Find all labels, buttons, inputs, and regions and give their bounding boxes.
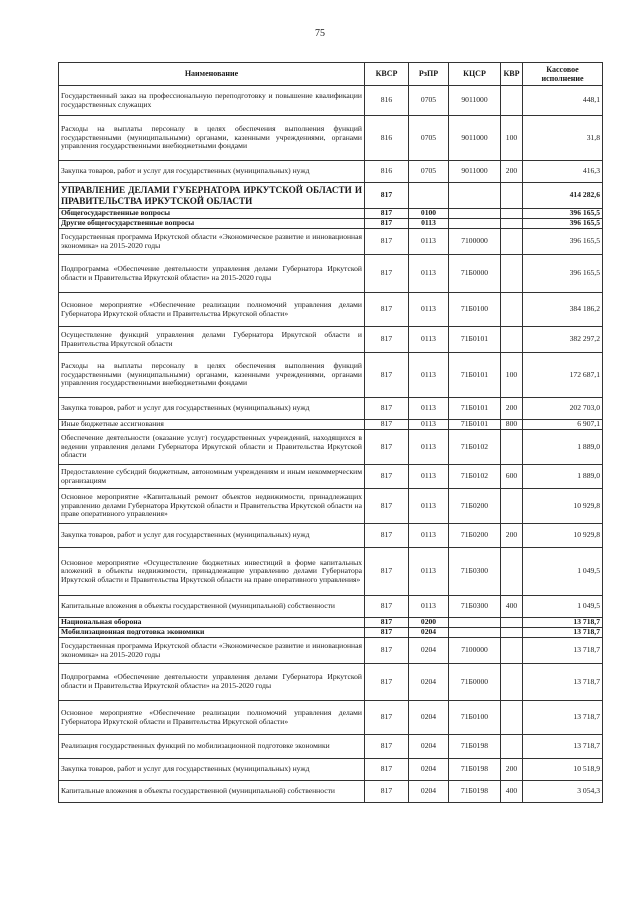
- cell-name: Расходы на выплаты персоналу в целях обеспечения выполнения функций государственными (муниципальными) органами, казенными учреждениями, органами управления государственными внебюджетными фондами: [59, 353, 365, 398]
- cell-kvsr: 817: [365, 548, 409, 596]
- cell-name: Государственный заказ на профессиональную переподготовку и повышение квалификации государственных служащих: [59, 86, 365, 116]
- cell-kvsr: 817: [365, 327, 409, 353]
- table-row: [59, 86, 603, 116]
- cell-kvr: [501, 255, 523, 293]
- cell-amount: 13 718,7: [523, 638, 603, 664]
- cell-kcsr: [449, 183, 501, 209]
- table-row: [59, 430, 603, 465]
- cell-kcsr: 71Б0100: [449, 293, 501, 327]
- cell-rzpr: 0705: [409, 116, 449, 161]
- cell-kvsr: 817: [365, 618, 409, 628]
- cell-kvsr: 817: [365, 255, 409, 293]
- cell-amount: 172 687,1: [523, 353, 603, 398]
- cell-name: Государственная программа Иркутской области «Экономическое развитие и инновационная экономика» на 2015-2020 годы: [59, 638, 365, 664]
- table-row: [59, 293, 603, 327]
- table-row: [59, 735, 603, 759]
- cell-kvr: [501, 638, 523, 664]
- cell-kvr: [501, 229, 523, 255]
- cell-kvr: [501, 327, 523, 353]
- cell-kvsr: 817: [365, 430, 409, 465]
- cell-name: Основное мероприятие «Осуществление бюджетных инвестиций в форме капитальных вложений в объекты недвижимости, принадлежащие управлению делами Губернатора Иркутской области и Правительства Иркутской области на праве оперативного управления»: [59, 548, 365, 596]
- budget-execution-table: [58, 62, 603, 803]
- cell-kvr: 100: [501, 116, 523, 161]
- cell-kvsr: 817: [365, 664, 409, 701]
- cell-amount: 202 703,0: [523, 398, 603, 420]
- cell-kcsr: 71Б0102: [449, 430, 501, 465]
- cell-name: Подпрограмма «Обеспечение деятельности управления делами Губернатора Иркутской области и Правительства Иркутской области» на 2015-2020 годы: [59, 664, 365, 701]
- cell-kvr: 400: [501, 781, 523, 803]
- cell-amount: 1 049,5: [523, 596, 603, 618]
- cell-kvr: [501, 430, 523, 465]
- table-row: [59, 420, 603, 430]
- cell-name: Закупка товаров, работ и услуг для государственных (муниципальных) нужд: [59, 161, 365, 183]
- table-row: [59, 781, 603, 803]
- cell-amount: 396 165,5: [523, 255, 603, 293]
- cell-kcsr: 71Б0100: [449, 701, 501, 735]
- cell-kvsr: 817: [365, 489, 409, 524]
- cell-kcsr: 71Б0200: [449, 524, 501, 548]
- cell-kvr: [501, 701, 523, 735]
- cell-kvsr: 817: [365, 759, 409, 781]
- cell-kvsr: 817: [365, 398, 409, 420]
- cell-rzpr: 0113: [409, 596, 449, 618]
- cell-kvsr: 817: [365, 781, 409, 803]
- cell-kvsr: 817: [365, 701, 409, 735]
- cell-rzpr: 0204: [409, 664, 449, 701]
- cell-amount: 13 718,7: [523, 735, 603, 759]
- cell-amount: 396 165,5: [523, 229, 603, 255]
- cell-kvr: [501, 209, 523, 219]
- cell-amount: 13 718,7: [523, 701, 603, 735]
- cell-name: Закупка товаров, работ и услуг для государственных (муниципальных) нужд: [59, 398, 365, 420]
- table-row: [59, 398, 603, 420]
- cell-kvsr: 817: [365, 293, 409, 327]
- cell-kvr: [501, 489, 523, 524]
- cell-amount: 13 718,7: [523, 618, 603, 628]
- cell-name: Мобилизационная подготовка экономики: [59, 628, 365, 638]
- cell-kvsr: 817: [365, 465, 409, 489]
- cell-name: Основное мероприятие «Обеспечение реализации полномочий управления делами Губернатора Иркутской области и Правительства Иркутской области»: [59, 701, 365, 735]
- header-rzpr: РзПР: [409, 63, 449, 86]
- cell-kcsr: 7100000: [449, 638, 501, 664]
- cell-kvr: 200: [501, 398, 523, 420]
- table-row: [59, 353, 603, 398]
- cell-kcsr: 9011000: [449, 86, 501, 116]
- cell-name: Общегосударственные вопросы: [59, 209, 365, 219]
- cell-kvsr: 817: [365, 524, 409, 548]
- cell-kcsr: 71Б0101: [449, 353, 501, 398]
- cell-kvr: 400: [501, 596, 523, 618]
- cell-kvsr: 817: [365, 353, 409, 398]
- cell-kvsr: 817: [365, 219, 409, 229]
- cell-amount: 13 718,7: [523, 664, 603, 701]
- cell-rzpr: 0705: [409, 161, 449, 183]
- cell-amount: 10 929,8: [523, 489, 603, 524]
- cell-amount: 384 186,2: [523, 293, 603, 327]
- cell-name: Основное мероприятие «Капитальный ремонт объектов недвижимости, принадлежащих управлению делами Губернатора Иркутской области и Правительства Иркутской области на праве оперативного управления»: [59, 489, 365, 524]
- cell-rzpr: 0113: [409, 489, 449, 524]
- cell-kcsr: 71Б0200: [449, 489, 501, 524]
- header-kvr: КВР: [501, 63, 523, 86]
- cell-amount: 414 282,6: [523, 183, 603, 209]
- cell-name: Иные бюджетные ассигнования: [59, 420, 365, 430]
- header-amount: Кассовое исполнение: [523, 63, 603, 86]
- cell-amount: 1 889,0: [523, 465, 603, 489]
- cell-rzpr: 0705: [409, 86, 449, 116]
- cell-kcsr: 71Б0101: [449, 398, 501, 420]
- cell-rzpr: 0113: [409, 420, 449, 430]
- cell-rzpr: 0113: [409, 398, 449, 420]
- cell-kcsr: 71Б0198: [449, 759, 501, 781]
- cell-kcsr: 71Б0102: [449, 465, 501, 489]
- cell-name: Капитальные вложения в объекты государственной (муниципальной) собственности: [59, 781, 365, 803]
- table-row: [59, 161, 603, 183]
- cell-name: Основное мероприятие «Обеспечение реализации полномочий управления делами Губернатора Иркутской области и Правительства Иркутской области»: [59, 293, 365, 327]
- table-row: [59, 229, 603, 255]
- cell-amount: 31,8: [523, 116, 603, 161]
- cell-rzpr: [409, 183, 449, 209]
- table-row: [59, 116, 603, 161]
- table-row: [59, 664, 603, 701]
- table-row: [59, 618, 603, 628]
- cell-rzpr: 0204: [409, 628, 449, 638]
- cell-kcsr: 71Б0198: [449, 781, 501, 803]
- cell-amount: 10 929,8: [523, 524, 603, 548]
- cell-kvr: [501, 86, 523, 116]
- cell-name: Капитальные вложения в объекты государственной (муниципальной) собственности: [59, 596, 365, 618]
- cell-amount: 10 518,9: [523, 759, 603, 781]
- cell-name: Государственная программа Иркутской области «Экономическое развитие и инновационная экономика» на 2015-2020 годы: [59, 229, 365, 255]
- cell-kvsr: 817: [365, 638, 409, 664]
- cell-rzpr: 0204: [409, 701, 449, 735]
- page-number: 75: [315, 28, 325, 39]
- cell-kvsr: 817: [365, 420, 409, 430]
- cell-kvsr: 817: [365, 735, 409, 759]
- cell-rzpr: 0113: [409, 327, 449, 353]
- cell-kvr: 600: [501, 465, 523, 489]
- cell-rzpr: 0204: [409, 638, 449, 664]
- cell-rzpr: 0200: [409, 618, 449, 628]
- cell-rzpr: 0113: [409, 465, 449, 489]
- cell-rzpr: 0113: [409, 353, 449, 398]
- cell-kvr: 100: [501, 353, 523, 398]
- cell-kvr: [501, 628, 523, 638]
- cell-kvsr: 817: [365, 628, 409, 638]
- cell-name: Осуществление функций управления делами Губернатора Иркутской области и Правительства Иркутской области: [59, 327, 365, 353]
- cell-amount: 6 907,1: [523, 420, 603, 430]
- cell-kcsr: 71Б0000: [449, 664, 501, 701]
- cell-name: Закупка товаров, работ и услуг для государственных (муниципальных) нужд: [59, 759, 365, 781]
- cell-rzpr: 0100: [409, 209, 449, 219]
- cell-kvr: [501, 548, 523, 596]
- cell-kvr: [501, 664, 523, 701]
- cell-amount: 1 049,5: [523, 548, 603, 596]
- table-row: [59, 489, 603, 524]
- cell-kvr: [501, 618, 523, 628]
- header-kcsr: КЦСР: [449, 63, 501, 86]
- cell-kvr: [501, 183, 523, 209]
- cell-amount: 416,3: [523, 161, 603, 183]
- cell-kvsr: 816: [365, 116, 409, 161]
- cell-rzpr: 0113: [409, 524, 449, 548]
- table-row: [59, 759, 603, 781]
- cell-kcsr: 71Б0300: [449, 596, 501, 618]
- cell-name: Национальная оборона: [59, 618, 365, 628]
- cell-kvr: 800: [501, 420, 523, 430]
- cell-kvr: 200: [501, 161, 523, 183]
- cell-kcsr: 9011000: [449, 161, 501, 183]
- cell-rzpr: 0204: [409, 759, 449, 781]
- cell-kcsr: [449, 209, 501, 219]
- cell-kvsr: 817: [365, 229, 409, 255]
- cell-rzpr: 0204: [409, 781, 449, 803]
- cell-kvsr: 817: [365, 209, 409, 219]
- cell-name: Другие общегосударственные вопросы: [59, 219, 365, 229]
- cell-amount: 1 889,0: [523, 430, 603, 465]
- table-row: [59, 183, 603, 209]
- table-row: [59, 255, 603, 293]
- table-row: [59, 209, 603, 219]
- cell-kvr: [501, 735, 523, 759]
- table-row: [59, 596, 603, 618]
- table-row: [59, 638, 603, 664]
- cell-amount: 396 165,5: [523, 209, 603, 219]
- cell-kcsr: 71Б0198: [449, 735, 501, 759]
- cell-kcsr: [449, 219, 501, 229]
- cell-rzpr: 0113: [409, 219, 449, 229]
- cell-kvr: 200: [501, 759, 523, 781]
- cell-amount: 448,1: [523, 86, 603, 116]
- cell-name: Реализация государственных функций по мобилизационной подготовке экономики: [59, 735, 365, 759]
- cell-name: Предоставление субсидий бюджетным, автономным учреждениям и иным некоммерческим организациям: [59, 465, 365, 489]
- cell-name: Обеспечение деятельности (оказание услуг) государственных учреждений, находящихся в ведении управления делами Губернатора Иркутской области и Правительства Иркутской области: [59, 430, 365, 465]
- table-row: [59, 548, 603, 596]
- cell-kcsr: 71Б0101: [449, 327, 501, 353]
- cell-rzpr: 0113: [409, 430, 449, 465]
- cell-name: УПРАВЛЕНИЕ ДЕЛАМИ ГУБЕРНАТОРА ИРКУТСКОЙ ОБЛАСТИ И ПРАВИТЕЛЬСТВА ИРКУТСКОЙ ОБЛАСТИ: [59, 183, 365, 209]
- cell-rzpr: 0113: [409, 255, 449, 293]
- cell-kvr: [501, 219, 523, 229]
- table-row: [59, 628, 603, 638]
- table-header-row: [59, 63, 603, 86]
- cell-rzpr: 0113: [409, 548, 449, 596]
- table-row: [59, 465, 603, 489]
- cell-kvsr: 816: [365, 86, 409, 116]
- cell-amount: 13 718,7: [523, 628, 603, 638]
- cell-rzpr: 0204: [409, 735, 449, 759]
- cell-kcsr: 71Б0101: [449, 420, 501, 430]
- cell-kcsr: 71Б0300: [449, 548, 501, 596]
- cell-kvr: 200: [501, 524, 523, 548]
- cell-kvr: [501, 293, 523, 327]
- cell-rzpr: 0113: [409, 293, 449, 327]
- cell-kvsr: 816: [365, 161, 409, 183]
- table-row: [59, 701, 603, 735]
- cell-amount: 382 297,2: [523, 327, 603, 353]
- header-name: Наименование: [59, 63, 365, 86]
- table-row: [59, 219, 603, 229]
- table-row: [59, 327, 603, 353]
- cell-kcsr: 71Б0000: [449, 255, 501, 293]
- cell-kcsr: 9011000: [449, 116, 501, 161]
- cell-rzpr: 0113: [409, 229, 449, 255]
- cell-kvsr: 817: [365, 596, 409, 618]
- cell-name: Расходы на выплаты персоналу в целях обеспечения выполнения функций государственными (муниципальными) органами, казенными учреждениями, органами управления государственными внебюджетными фондами: [59, 116, 365, 161]
- header-kvsr: КВСР: [365, 63, 409, 86]
- cell-kcsr: 7100000: [449, 229, 501, 255]
- cell-amount: 396 165,5: [523, 219, 603, 229]
- cell-amount: 3 054,3: [523, 781, 603, 803]
- table-row: [59, 524, 603, 548]
- cell-kcsr: [449, 628, 501, 638]
- cell-kcsr: [449, 618, 501, 628]
- cell-name: Закупка товаров, работ и услуг для государственных (муниципальных) нужд: [59, 524, 365, 548]
- cell-kvsr: 817: [365, 183, 409, 209]
- cell-name: Подпрограмма «Обеспечение деятельности управления делами Губернатора Иркутской области и Правительства Иркутской области» на 2015-2020 годы: [59, 255, 365, 293]
